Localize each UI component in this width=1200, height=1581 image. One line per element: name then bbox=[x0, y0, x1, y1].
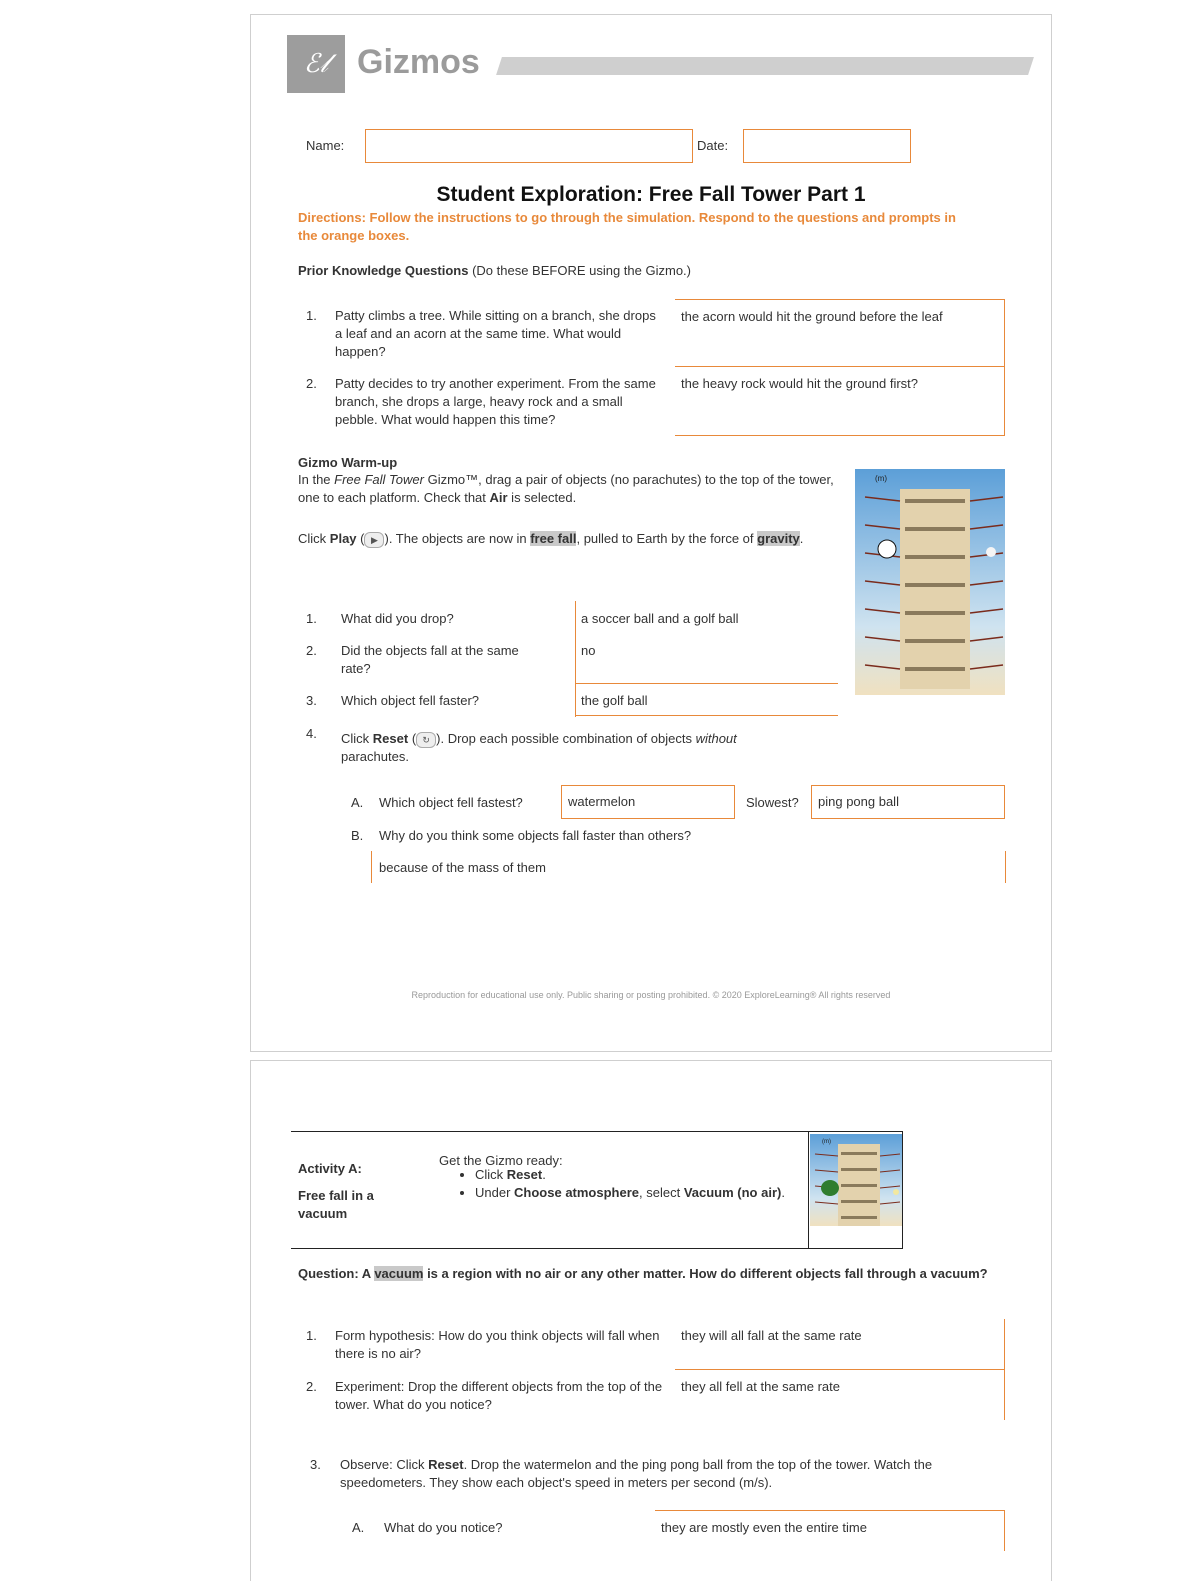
slowest-answer-box[interactable] bbox=[811, 785, 1005, 819]
tower-illustration-icon bbox=[855, 469, 1005, 695]
warmup-q3-number: 3. bbox=[306, 693, 317, 708]
activity-subtitle: Free fall in a vacuum bbox=[298, 1188, 374, 1221]
warmup-paragraph-1: In the Free Fall Tower Gizmo™, drag a pair of objects (no parachutes) to the top of the tower, one to each platform. Check that Air is selected. bbox=[298, 472, 834, 505]
q4b-text: Why do you think some objects fall faster than others? bbox=[379, 828, 692, 843]
prior-knowledge-heading: Prior Knowledge Questions (Do these BEFORE using the Gizmo.) bbox=[298, 263, 691, 278]
activity-header-table bbox=[291, 1131, 903, 1249]
prior-q1-number: 1. bbox=[306, 308, 317, 323]
prior-q1-answer-box[interactable] bbox=[675, 299, 1005, 366]
directions: Directions: Follow the instructions to go through the simulation. Respond to the questions and prompts in the orange boxes. bbox=[298, 210, 956, 243]
activity-q2-text: Experiment: Drop the different objects from the top of the tower. What do you notice? bbox=[335, 1379, 663, 1412]
warmup-q4-text: Click Reset ( ↻ ). Drop each possible combination of objects without parachutes. bbox=[341, 731, 737, 764]
warmup-q3-text: Which object fell faster? bbox=[341, 693, 480, 708]
warmup-heading: Gizmo Warm-up bbox=[298, 455, 398, 470]
prior-q1-answer: the acorn would hit the ground before the leaf bbox=[681, 309, 943, 324]
reset-icon: ↻ bbox=[416, 732, 436, 748]
gizmos-logo-text: Gizmos bbox=[357, 43, 480, 81]
setup-steps-list bbox=[439, 1166, 835, 1202]
date-label: Date: bbox=[697, 138, 729, 153]
observe-a-letter: A. bbox=[352, 1520, 365, 1535]
activity-q1-text: Form hypothesis: How do you think objects will fall when there is no air? bbox=[335, 1328, 660, 1361]
slowest-answer: ping pong ball bbox=[818, 794, 899, 809]
tower-illustration-icon bbox=[810, 1134, 902, 1226]
prior-q2-answer-box[interactable] bbox=[675, 366, 1005, 436]
svg-text:(m): (m) bbox=[875, 474, 887, 483]
warmup-paragraph-2: Click Play ( ▶ ). The objects are now in free fall, pulled to Earth by the force of gravity. bbox=[298, 531, 804, 546]
q4b-letter: B. bbox=[351, 828, 364, 843]
name-field[interactable] bbox=[365, 129, 693, 163]
q4b-answer: because of the mass of them bbox=[379, 860, 546, 875]
warmup-q1-answer[interactable]: a soccer ball and a golf ball bbox=[581, 611, 739, 626]
prior-q1-text: Patty climbs a tree. While sitting on a branch, she drops a leaf and an acorn at the same time. What would happen? bbox=[335, 308, 656, 359]
observe-text: Observe: Click Reset. Drop the watermelon and the ping pong ball from the top of the tower. Watch the speedometers. They show each object's speed in meters per second (m/s). bbox=[340, 1457, 933, 1490]
warmup-q3-answer[interactable]: the golf ball bbox=[581, 693, 648, 708]
activity-q1-number: 1. bbox=[306, 1328, 317, 1343]
observe-a-text: What do you notice? bbox=[384, 1520, 503, 1535]
activity-label: Activity A: bbox=[298, 1161, 362, 1176]
copyright-footer: Reproduction for educational use only. Public sharing or posting prohibited. © 2020 ExploreLearning® All rights reserved bbox=[411, 990, 891, 1000]
q4a-letter: A. bbox=[351, 795, 364, 810]
slowest-label: Slowest? bbox=[746, 795, 799, 810]
prior-q2-number: 2. bbox=[306, 376, 317, 391]
prior-q2-answer: the heavy rock would hit the ground first? bbox=[681, 376, 919, 391]
activity-q2-answer: they all fell at the same rate bbox=[681, 1379, 840, 1394]
vacuum-question: Question: A vacuum is a region with no air or any other matter. How do different objects fall through a vacuum? bbox=[298, 1266, 988, 1281]
activity-q1-answer: they will all fall at the same rate bbox=[681, 1328, 862, 1343]
free-fall-tower-image bbox=[855, 469, 1005, 695]
explorelearning-logo-icon: ℰ𝓁 bbox=[287, 35, 345, 93]
vacuum-tower-image bbox=[810, 1134, 902, 1226]
name-label: Name: bbox=[306, 138, 345, 153]
svg-text:(m): (m) bbox=[822, 1139, 831, 1145]
worksheet-page-2 bbox=[250, 1060, 1052, 1581]
warmup-q1-text: What did you drop? bbox=[341, 611, 454, 626]
play-icon: ▶ bbox=[364, 532, 384, 548]
warmup-q1-number: 1. bbox=[306, 611, 317, 626]
warmup-answer-column bbox=[575, 601, 838, 717]
warmup-q2-answer[interactable]: no bbox=[581, 643, 596, 658]
observe-a-answer-box[interactable] bbox=[655, 1510, 1005, 1551]
activity-q2-answer-box[interactable] bbox=[675, 1370, 1005, 1420]
q4a-text: Which object fell fastest? bbox=[379, 795, 523, 810]
header-decorative-bar bbox=[496, 57, 1034, 75]
fastest-answer: watermelon bbox=[568, 794, 636, 809]
warmup-q2-number: 2. bbox=[306, 643, 317, 658]
activity-q1-answer-box[interactable] bbox=[675, 1319, 1005, 1370]
warmup-q2-text: Did the objects fall at the same rate? bbox=[341, 643, 519, 676]
warmup-q4-number: 4. bbox=[306, 726, 317, 741]
page-title: Student Exploration: Free Fall Tower Part 1 bbox=[436, 183, 866, 206]
date-field[interactable] bbox=[743, 129, 911, 163]
prior-q2-text: Patty decides to try another experiment. From the same branch, she drops a large, heavy rock and a small pebble. What would happen this time? bbox=[335, 376, 656, 427]
activity-q2-number: 2. bbox=[306, 1379, 317, 1394]
gizmo-ready-text: Get the Gizmo ready: bbox=[439, 1153, 563, 1168]
observe-a-answer: they are mostly even the entire time bbox=[661, 1520, 867, 1535]
q4b-answer-box[interactable] bbox=[371, 851, 1006, 883]
setup-step-atmosphere: • Under Choose atmosphere, select Vacuum (no air). bbox=[475, 1184, 835, 1202]
fastest-answer-box[interactable] bbox=[561, 785, 735, 819]
setup-step-reset: • Click Reset. bbox=[475, 1166, 835, 1184]
observe-number: 3. bbox=[310, 1457, 321, 1472]
worksheet-page-1 bbox=[250, 14, 1052, 1052]
